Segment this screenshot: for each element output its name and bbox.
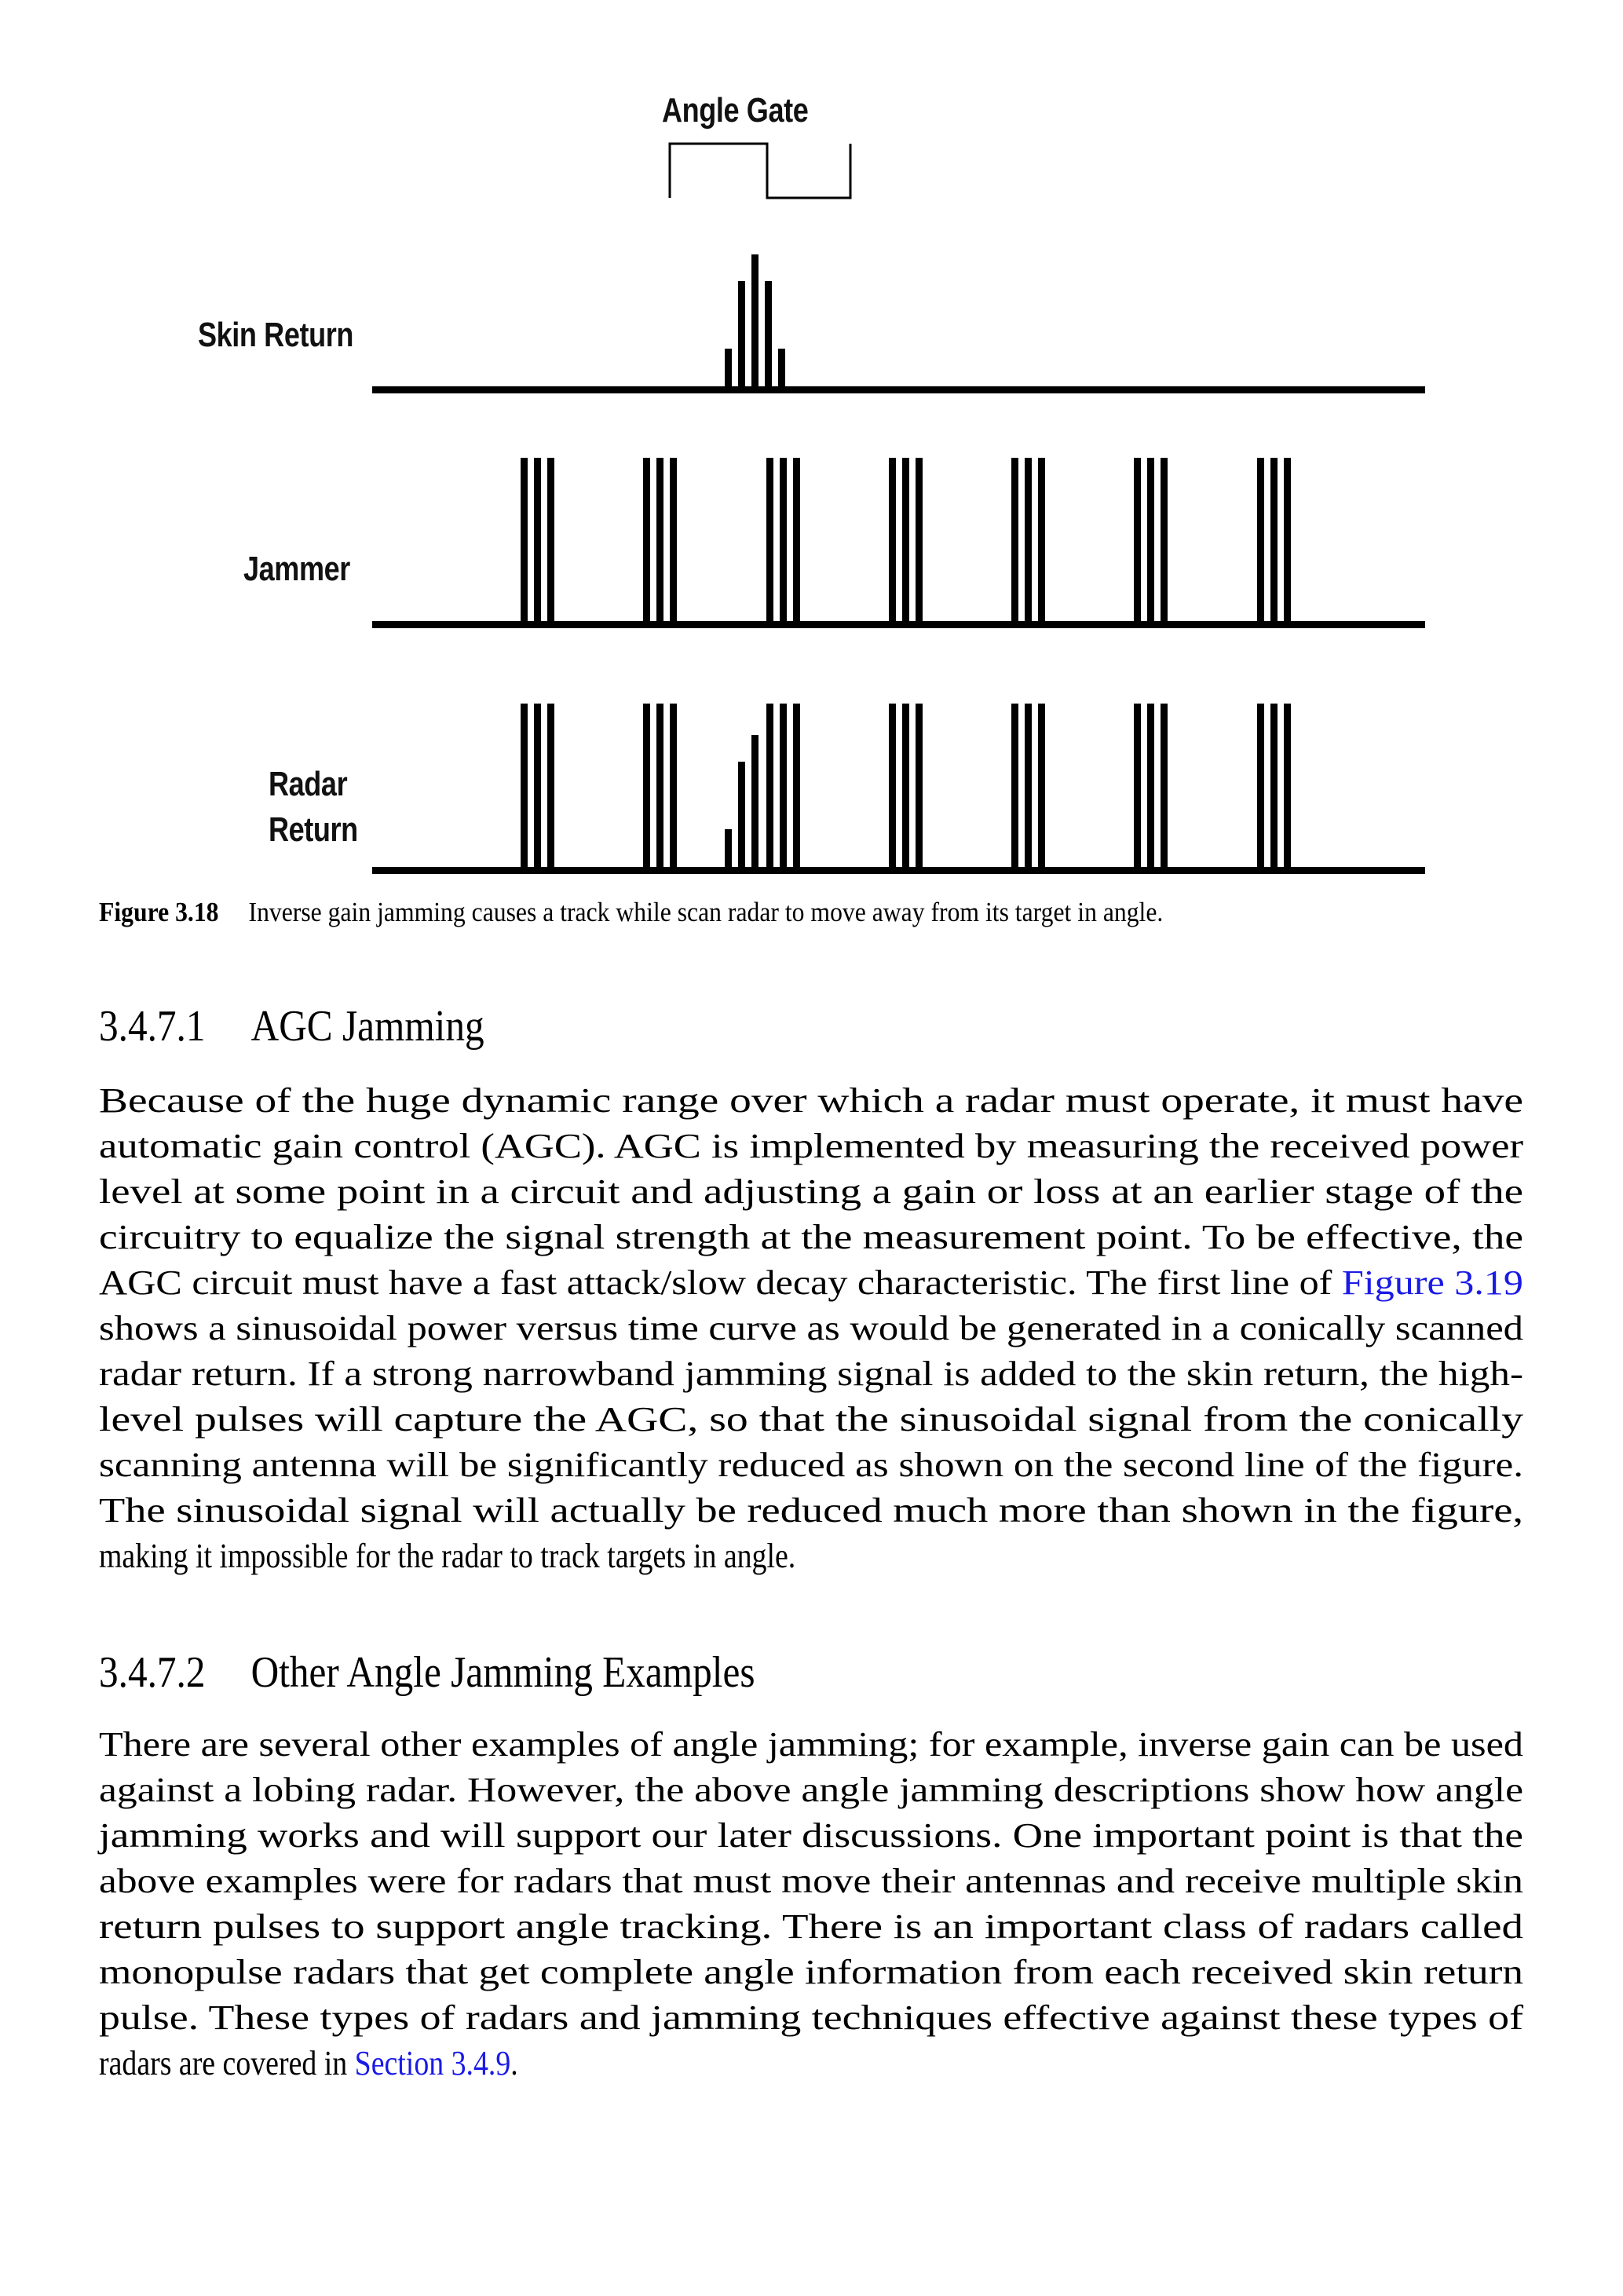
section-title: Other Angle Jamming Examples	[250, 1648, 755, 1697]
text-line: Because of the huge dynamic range over which a radar must operate, it must have	[99, 1081, 1523, 1120]
text-line: scanning antenna will be significantly reduced as shown on the second line of the figure.	[99, 1446, 1523, 1484]
skin-return-label: Skin Return	[198, 316, 353, 354]
text-line: circuitry to equalize the signal strength at the measurement point. To be effective, the	[99, 1218, 1523, 1256]
text-line: return pulses to support angle tracking. There is an important class of radars called	[99, 1907, 1523, 1946]
section-3-4-9-link[interactable]: Section 3.4.9	[354, 2044, 511, 2082]
text-line: level pulses will capture the AGC, so that the sinusoidal signal from the conically	[99, 1400, 1523, 1439]
figure-3-18	[0, 0, 1623, 887]
text-line: radars are covered in Section 3.4.9.	[99, 2044, 518, 2082]
caption-text: Inverse gain jamming causes a track while scan radar to move away from its target in angle.	[248, 897, 1164, 927]
text-line: There are several other examples of angle jamming; for example, inverse gain can be used	[99, 1725, 1523, 1764]
text-line: pulse. These types of radars and jamming techniques effective against these types of	[99, 1998, 1523, 2037]
text-line: shows a sinusoidal power versus time curve as would be generated in a conically scanned	[99, 1309, 1523, 1347]
angle-gate-label: Angle Gate	[662, 91, 809, 130]
text-line: radar return. If a strong narrowband jamming signal is added to the skin return, the high-	[99, 1355, 1523, 1393]
paragraph-other-angle-jamming	[99, 1722, 1523, 2086]
text-line: AGC circuit must have a fast attack/slow decay characteristic. The first line of Figure 3.19	[99, 1263, 1524, 1302]
section-heading-other-angle-jamming	[99, 1645, 755, 1700]
jammer-label: Jammer	[243, 550, 350, 588]
section-number: 3.4.7.2	[99, 1648, 206, 1697]
angle-gate-waveform	[670, 144, 850, 198]
figure-3-19-link[interactable]: Figure 3.19	[1341, 1263, 1524, 1302]
text-line: above examples were for radars that must move their antennas and receive multiple skin	[99, 1862, 1523, 1900]
caption-number: Figure 3.18	[99, 897, 219, 927]
text-line: making it impossible for the radar to track targets in angle.	[99, 1537, 796, 1575]
section-heading-agc-jamming	[99, 999, 484, 1054]
section-title: AGC Jamming	[250, 1002, 484, 1051]
text-line: jamming works and will support our later discussions. One important point is that the	[99, 1816, 1523, 1855]
paragraph-agc-jamming	[99, 1078, 1523, 1579]
inverse-gain-diagram	[0, 0, 1623, 887]
figure-caption	[99, 895, 1163, 930]
return-label: Return	[269, 810, 358, 849]
radar-label: Radar	[269, 765, 348, 803]
text-line: automatic gain control (AGC). AGC is implemented by measuring the received power	[99, 1127, 1523, 1165]
text-line: monopulse radars that get complete angle information from each received skin return	[99, 1953, 1523, 1991]
text-line: The sinusoidal signal will actually be reduced much more than shown in the figure,	[99, 1491, 1523, 1530]
text-line: level at some point in a circuit and adjusting a gain or loss at an earlier stage of the	[99, 1172, 1523, 1211]
text-line: against a lobing radar. However, the above angle jamming descriptions show how angle	[99, 1771, 1523, 1809]
section-number: 3.4.7.1	[99, 1002, 206, 1051]
